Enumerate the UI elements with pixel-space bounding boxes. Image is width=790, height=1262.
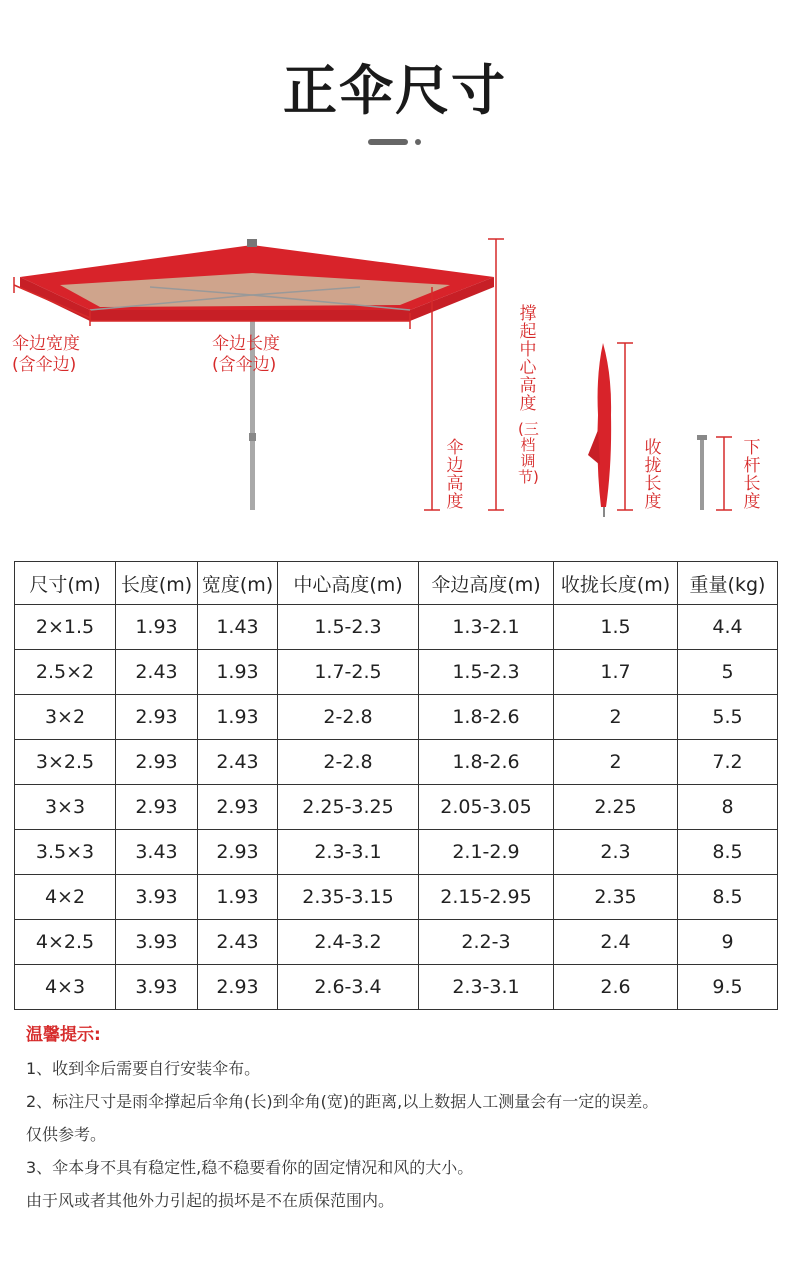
table-cell: 2.15-2.95 [419,875,554,920]
table-cell: 2.25-3.25 [278,785,419,830]
table-cell: 4×2 [15,875,116,920]
table-cell: 1.5-2.3 [419,650,554,695]
table-row [15,965,778,1010]
table-cell: 2 [554,695,678,740]
table-row [15,785,778,830]
title-underline-bar [368,139,408,145]
table-cell: 1.93 [198,695,278,740]
table-cell: 1.8-2.6 [419,695,554,740]
edge-height-label: 伞边高度 [446,438,464,512]
folded-length-label: 收拢长度 [644,438,662,512]
table-cell: 3×2 [15,695,116,740]
lower-pole [700,437,704,510]
table-cell: 2.3-3.1 [419,965,554,1010]
table-row [15,740,778,785]
table-cell: 2-2.8 [278,695,419,740]
page-title: 正伞尺寸 [283,59,507,122]
table-cell: 2.05-3.05 [419,785,554,830]
table-cell: 1.8-2.6 [419,740,554,785]
table-cell: 2.25 [554,785,678,830]
table-cell: 1.3-2.1 [419,605,554,650]
table-cell: 2.5×2 [15,650,116,695]
table-cell: 3.93 [116,965,198,1010]
table-header-cell: 长度(m) [116,562,198,605]
table-cell: 9.5 [678,965,778,1010]
table-cell: 2.1-2.9 [419,830,554,875]
table-cell: 1.7-2.5 [278,650,419,695]
tip-line: 1、收到伞后需要自行安装伞布。 [26,1059,261,1078]
table-cell: 4×2.5 [15,920,116,965]
table-cell: 2.93 [116,695,198,740]
table-cell: 2.6-3.4 [278,965,419,1010]
table-cell: 3.93 [116,875,198,920]
table-cell: 2.35 [554,875,678,920]
table-cell: 2.43 [198,740,278,785]
table-cell: 1.93 [198,650,278,695]
table-cell: 2.93 [198,965,278,1010]
table-header-cell: 伞边高度(m) [419,562,554,605]
table-cell: 3.43 [116,830,198,875]
table-cell: 2 [554,740,678,785]
tip-line: 3、伞本身不具有稳定性,稳不稳要看你的固定情况和风的大小。 [26,1158,474,1177]
title-underline-dot [415,139,421,145]
table-header-row [15,562,778,605]
table-cell: 1.7 [554,650,678,695]
table-cell: 8.5 [678,875,778,920]
center-height-label: 撑起中心高度 [519,304,537,414]
table-cell: 2.93 [116,740,198,785]
table-header-cell: 宽度(m) [198,562,278,605]
table-cell: 1.5-2.3 [278,605,419,650]
table-cell: 2.4-3.2 [278,920,419,965]
folded-umbrella [597,343,611,507]
table-cell: 3.93 [116,920,198,965]
table-cell: 2-2.8 [278,740,419,785]
table-cell: 2×1.5 [15,605,116,650]
tips-title: 温馨提示: [26,1025,101,1045]
tip-line: 由于风或者其他外力引起的损坏是不在质保范围内。 [26,1191,395,1210]
table-cell: 8 [678,785,778,830]
tip-line: 2、标注尺寸是雨伞撑起后伞角(长)到伞角(宽)的距离,以上数据人工测量会有一定的误差。 [26,1092,659,1111]
table-cell: 3×3 [15,785,116,830]
table-row [15,830,778,875]
table-cell: 5 [678,650,778,695]
table-cell: 8.5 [678,830,778,875]
lower-pole-length-label: 下杆长度 [743,438,761,512]
table-row [15,605,778,650]
table-cell: 3×2.5 [15,740,116,785]
table-header-cell: 中心高度(m) [278,562,419,605]
table-cell: 2.43 [116,650,198,695]
table-cell: 3.5×3 [15,830,116,875]
table-cell: 1.93 [116,605,198,650]
table-cell: 1.43 [198,605,278,650]
table-header-cell: 重量(kg) [678,562,778,605]
table-header-cell: 收拢长度(m) [554,562,678,605]
table-cell: 1.93 [198,875,278,920]
table-cell: 2.3 [554,830,678,875]
table-cell: 2.3-3.1 [278,830,419,875]
canopy-top-cap [247,239,257,247]
table-cell: 2.43 [198,920,278,965]
edge-length-label: 伞边长度 (含伞边) [212,334,280,375]
table-cell: 4×3 [15,965,116,1010]
center-height-note: (三档调节) [518,420,539,486]
table-row [15,650,778,695]
tips-section [26,1020,776,1224]
table-cell: 5.5 [678,695,778,740]
table-header-cell: 尺寸(m) [15,562,116,605]
pole-joint [249,433,256,441]
table-row [15,695,778,740]
table-cell: 2.2-3 [419,920,554,965]
table-cell: 1.5 [554,605,678,650]
table-cell: 2.4 [554,920,678,965]
table-body [15,605,778,1010]
table-row [15,875,778,920]
table-cell: 2.93 [198,785,278,830]
table-cell: 4.4 [678,605,778,650]
table-cell: 2.93 [198,830,278,875]
table-cell: 7.2 [678,740,778,785]
size-spec-table [14,561,778,1010]
tip-line: 仅供参考。 [26,1125,107,1144]
edge-width-label: 伞边宽度 (含伞边) [12,334,80,375]
umbrella-illustration [0,225,790,525]
table-cell: 2.6 [554,965,678,1010]
table-cell: 2.93 [116,785,198,830]
umbrella-dimension-diagram [0,225,790,525]
table-row [15,920,778,965]
table-cell: 9 [678,920,778,965]
table-cell: 2.35-3.15 [278,875,419,920]
